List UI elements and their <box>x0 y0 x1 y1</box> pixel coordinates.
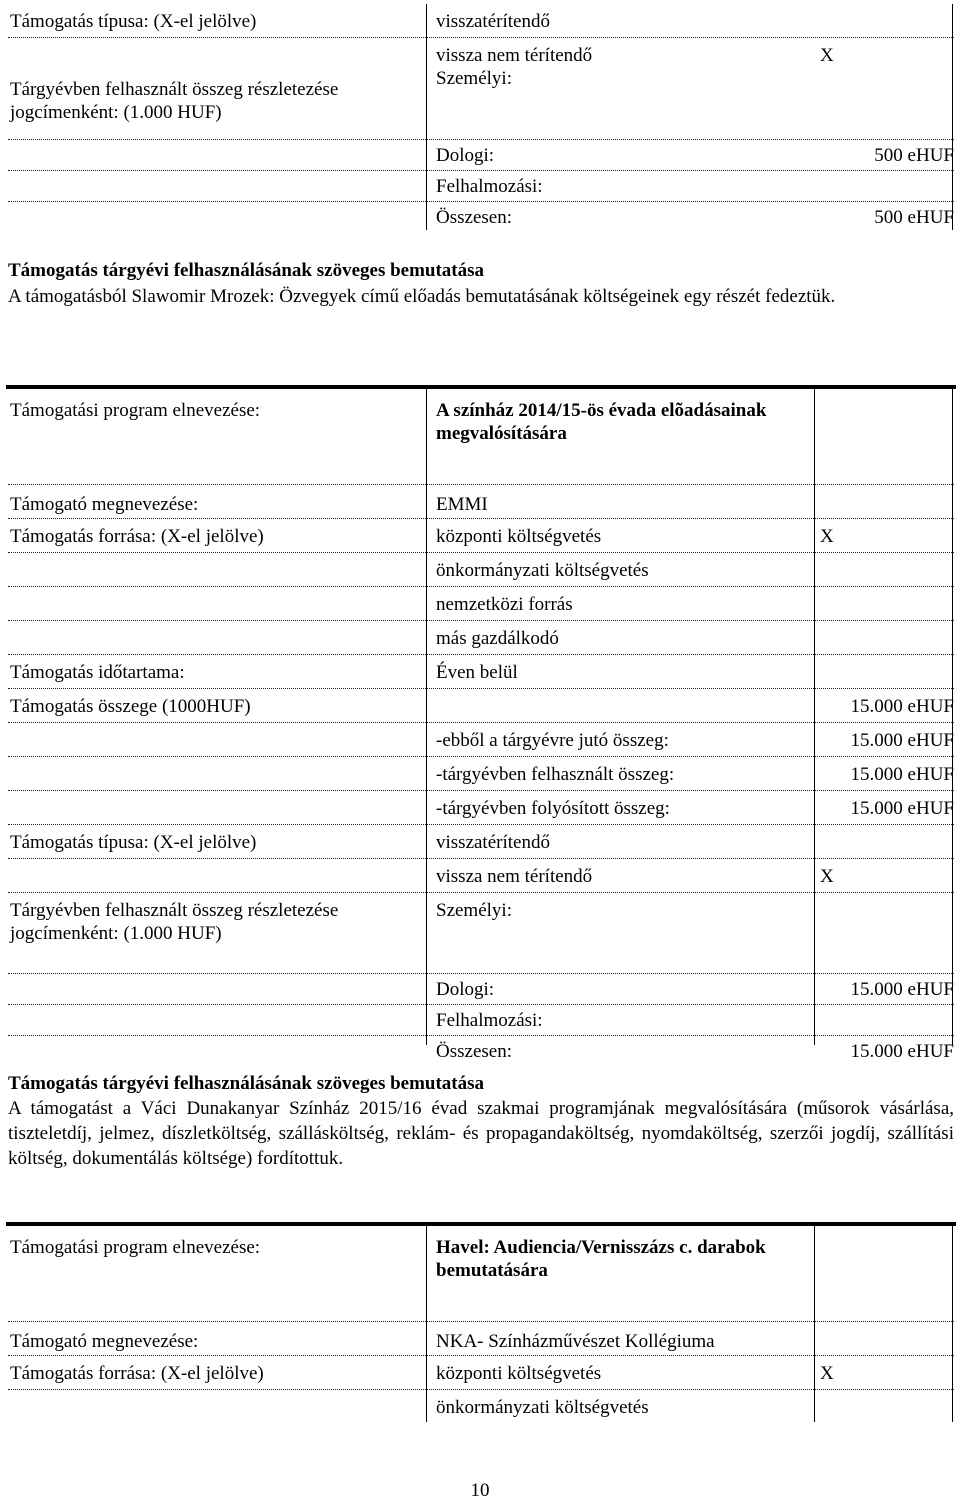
table-row <box>8 723 954 757</box>
table-row <box>8 1005 954 1036</box>
field-label: Támogató megnevezése: <box>10 1331 199 1352</box>
field-value: vissza nem térítendő Személyi: <box>436 45 593 89</box>
usage-heading: Támogatás tárgyévi felhasználásának szöveges bemutatása <box>8 260 485 281</box>
field-value: -tárgyévben folyósított összeg: <box>436 798 670 819</box>
field-value: visszatérítendő <box>436 11 550 32</box>
field-amount: 15.000 eHUF <box>850 979 954 1000</box>
program-title: A színház 2014/15-ös évada elõadásainak megvalósítására <box>436 400 767 444</box>
field-label: Támogatás időtartama: <box>10 662 185 683</box>
program-title: Havel: Audiencia/Vernisszázs c. darabok bemutatására <box>436 1237 766 1281</box>
field-value: önkormányzati költségvetés <box>436 560 649 581</box>
field-label: Tárgyévben felhasznált összeg részletezése jogcímenként: (1.000 HUF) <box>10 79 339 123</box>
field-amount: 15.000 eHUF <box>850 764 954 785</box>
table-row <box>8 974 954 1005</box>
field-amount: 500 eHUF <box>874 207 954 228</box>
field-value: visszatérítendő <box>436 832 550 853</box>
table-row <box>8 791 954 825</box>
program-label: Támogatási program elnevezése: <box>10 400 261 421</box>
field-amount: 500 eHUF <box>874 145 954 166</box>
field-label: Támogató megnevezése: <box>10 494 199 515</box>
table-row <box>8 689 954 723</box>
program-row <box>8 1226 954 1322</box>
field-amount: 15.000 eHUF <box>850 696 954 717</box>
page-number: 10 <box>470 1480 490 1501</box>
table-row <box>8 859 954 893</box>
field-mark: X <box>820 45 834 66</box>
field-label: Támogatás típusa: (X-el jelölve) <box>10 11 257 32</box>
table-row <box>8 893 954 974</box>
table-row <box>8 655 954 689</box>
table-row <box>8 621 954 655</box>
field-value: NKA- Színházművészet Kollégiuma <box>436 1331 715 1352</box>
form-block-1 <box>8 389 954 1066</box>
table-row <box>8 485 954 519</box>
field-amount: 15.000 eHUF <box>850 1041 954 1062</box>
table-row <box>8 825 954 859</box>
field-mark: X <box>820 866 834 887</box>
field-label: Támogatás típusa: (X-el jelölve) <box>10 832 257 853</box>
field-value: központi költségvetés <box>436 526 602 547</box>
field-value: Dologi: <box>436 145 495 166</box>
table-row <box>8 757 954 791</box>
usage-heading: Támogatás tárgyévi felhasználásának szöveges bemutatása <box>8 1073 485 1094</box>
table-row <box>8 553 954 587</box>
field-amount: 15.000 eHUF <box>850 798 954 819</box>
usage-text: A támogatást a Váci Dunakanyar Színház 2015/16 évad szakmai programjának megvalósítására (műsorok vásárlása, tiszteletdíj, jelmez, díszletköltség, szállásköltség, reklám- és propagandaköltség, nyomdaköltség, szerzői jogdíj, szállítási költség, dokumentálás költsége) fordítottuk. <box>8 1098 954 1169</box>
table-row <box>8 4 954 38</box>
field-label: Támogatás összege (1000HUF) <box>10 696 251 717</box>
table-row <box>8 140 954 171</box>
field-value: más gazdálkodó <box>436 628 559 649</box>
field-mark: X <box>820 1363 834 1384</box>
field-amount: 15.000 eHUF <box>850 730 954 751</box>
table-row <box>8 1390 954 1423</box>
table-row <box>8 1322 954 1356</box>
field-mark: X <box>820 526 834 547</box>
table-row <box>8 1036 954 1066</box>
table-row <box>8 519 954 553</box>
field-value: -ebből a tárgyévre jutó összeg: <box>436 730 669 751</box>
field-value: Személyi: <box>436 900 512 921</box>
field-value: -tárgyévben felhasznált összeg: <box>436 764 675 785</box>
field-value: Felhalmozási: <box>436 176 543 197</box>
table-row <box>8 587 954 621</box>
program-row <box>8 389 954 485</box>
table-row <box>8 38 954 140</box>
field-value: Összesen: <box>436 207 512 228</box>
form-block-2 <box>8 1226 954 1423</box>
field-value: EMMI <box>436 494 488 515</box>
field-label: Tárgyévben felhasznált összeg részletezése jogcímenként: (1.000 HUF) <box>10 900 339 944</box>
field-value: Dologi: <box>436 979 495 1000</box>
field-value: önkormányzati költségvetés <box>436 1397 649 1418</box>
field-label: Támogatás forrása: (X-el jelölve) <box>10 526 264 547</box>
field-value: Felhalmozási: <box>436 1010 543 1031</box>
field-value: központi költségvetés <box>436 1363 602 1384</box>
table-row <box>8 1356 954 1390</box>
table-row <box>8 202 954 232</box>
field-value: nemzetközi forrás <box>436 594 573 615</box>
field-value: vissza nem térítendő <box>436 866 593 887</box>
program-label: Támogatási program elnevezése: <box>10 1237 261 1258</box>
form-block-0 <box>8 4 954 232</box>
table-row <box>8 171 954 202</box>
field-label: Támogatás forrása: (X-el jelölve) <box>10 1363 264 1384</box>
usage-text: A támogatásból Slawomir Mrozek: Özvegyek című előadás bemutatásának költségeinek egy részét fedeztük. <box>8 286 836 307</box>
field-value: Összesen: <box>436 1041 512 1062</box>
field-value: Éven belül <box>436 662 518 683</box>
